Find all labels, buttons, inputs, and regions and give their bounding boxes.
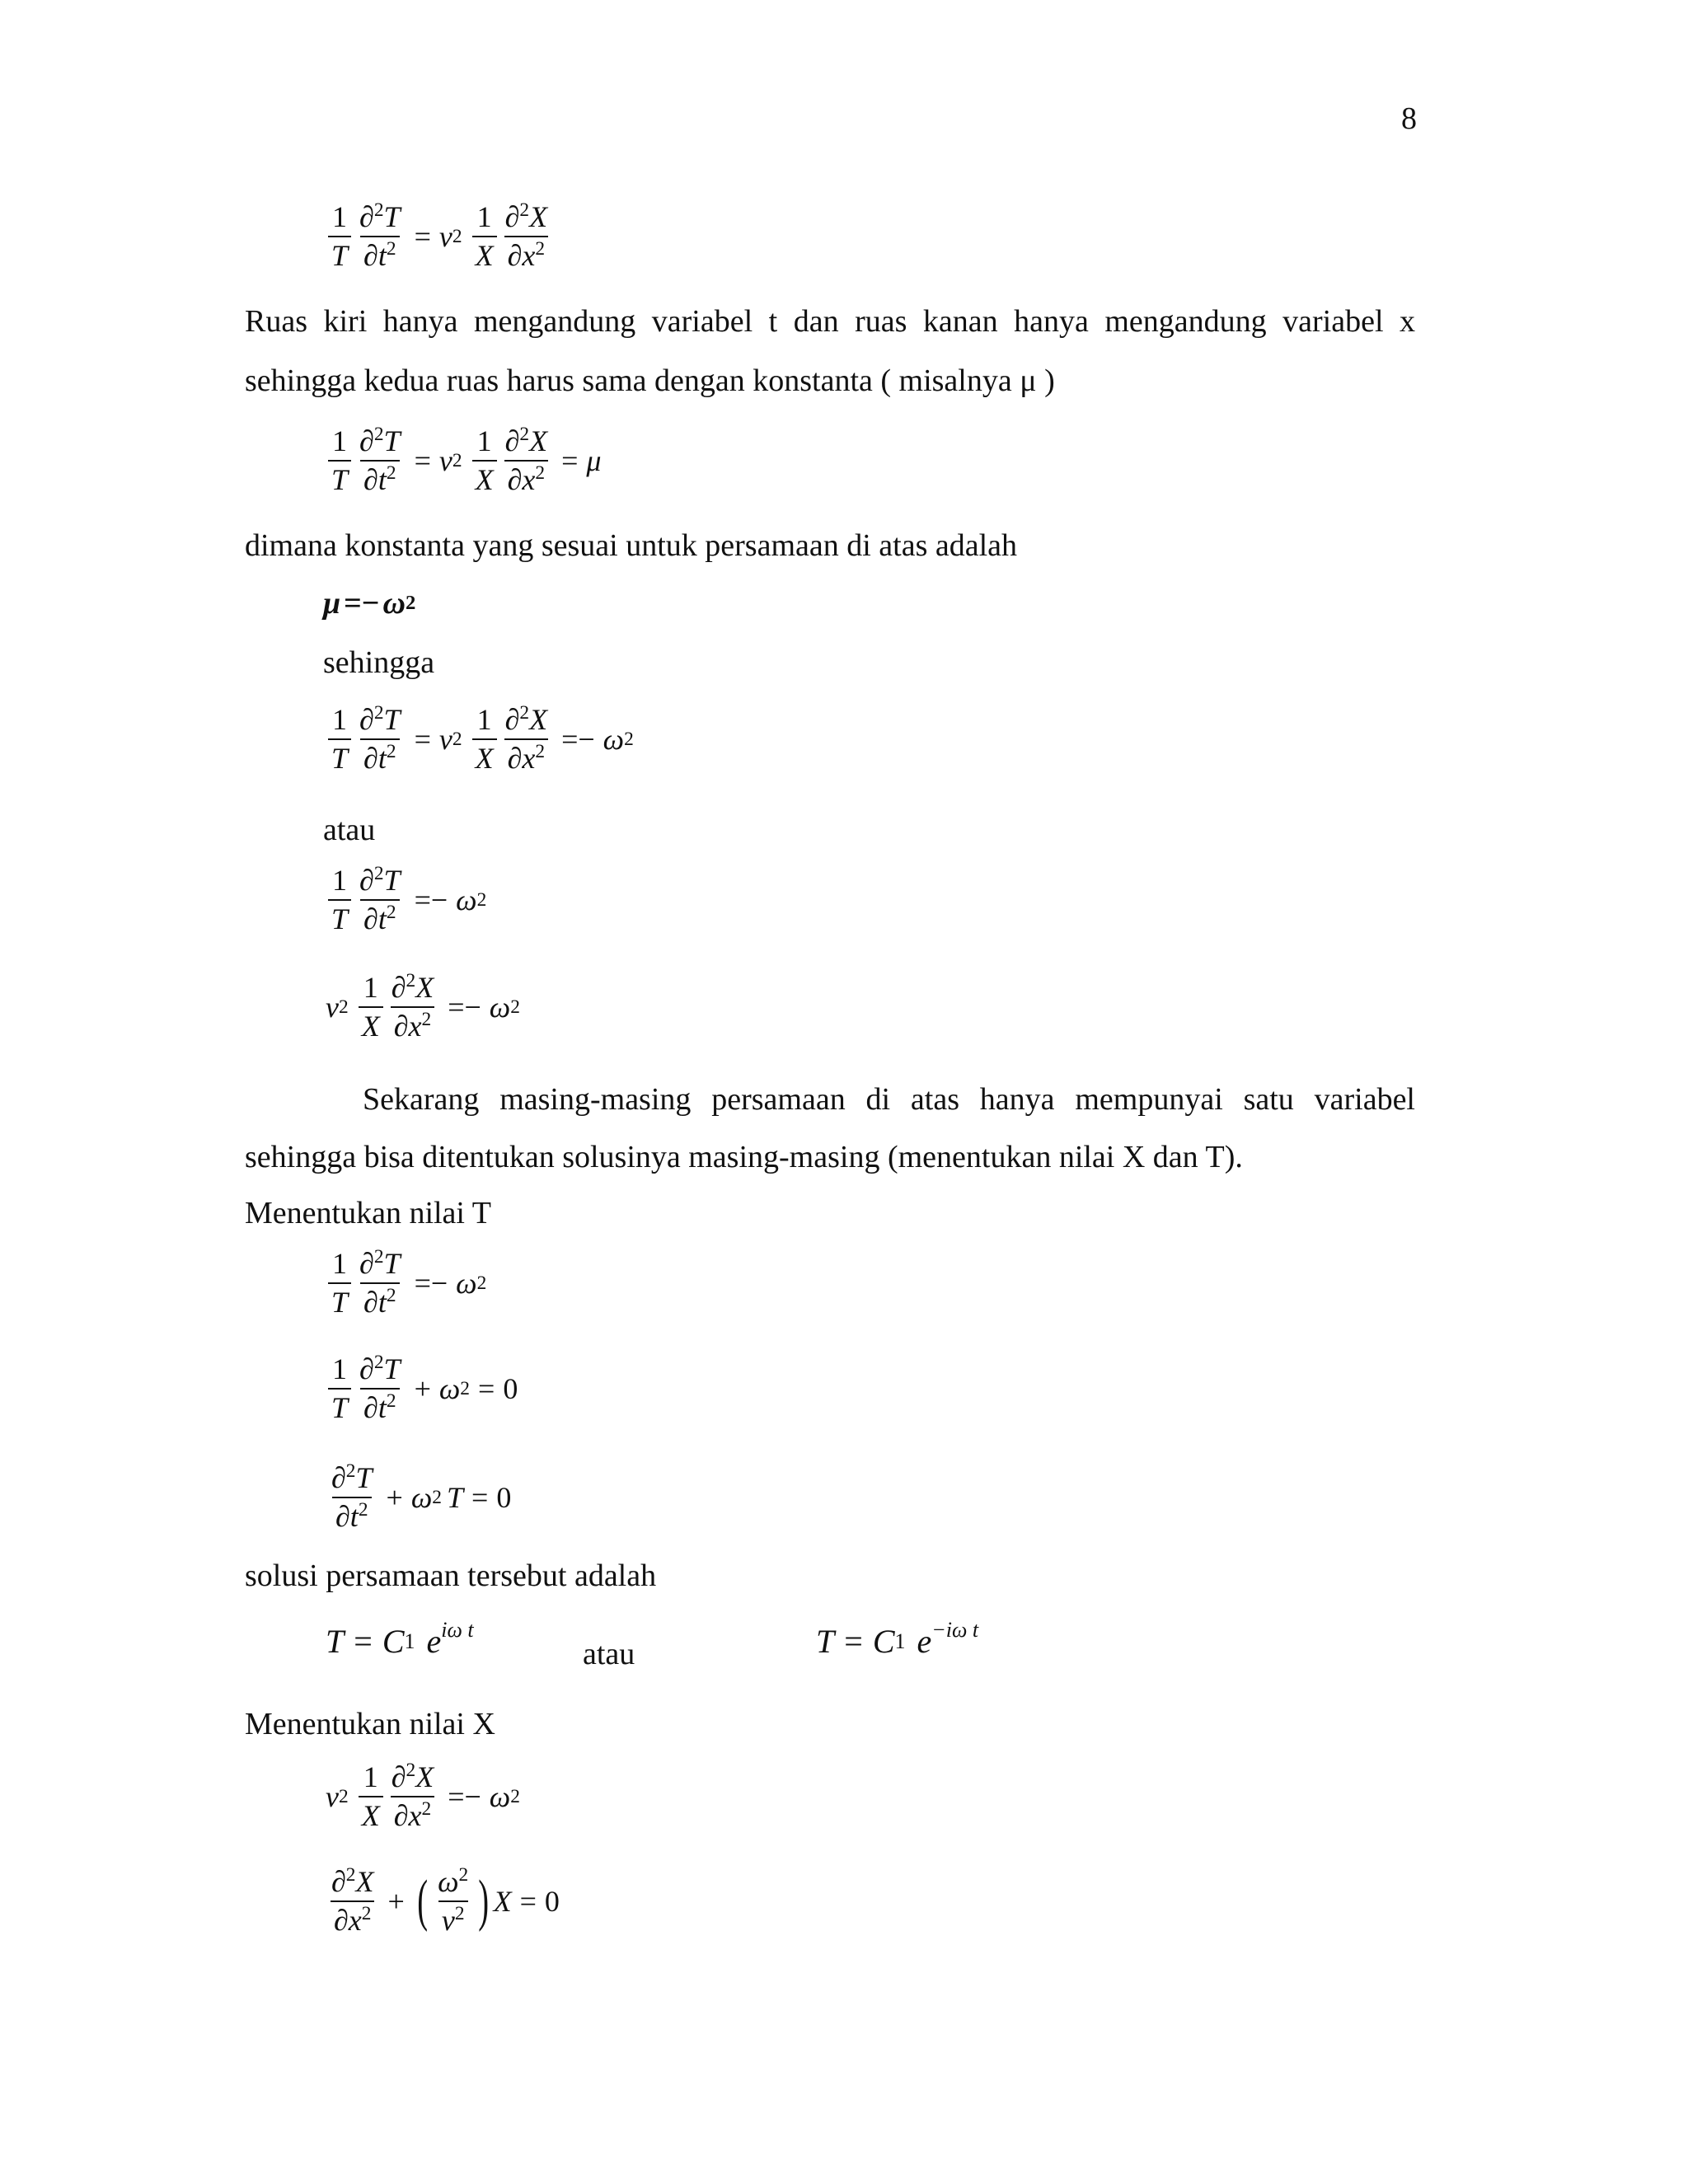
equation-T-2: $\frac{1}{T}$ $\frac{\partial^2T}{\partial t^2}$ + ω 2 = 0 [326, 1354, 518, 1424]
solution-T-negative: T = C 1 e $^{-i\omega t}$ [816, 1617, 979, 1660]
heading-menentukan-X: Menentukan nilai X [245, 1707, 495, 1741]
equation-omega-constant: $\frac{1}{T}$ $\frac{\partial^2T}{\partial t^2}$ = v 2 $\frac{1}{X}$ $\frac{\partial^2X}{\partial x^2}$ =− ω 2 [326, 705, 634, 775]
paragraph-4: solusi persamaan tersebut adalah [245, 1558, 657, 1593]
equation-T-part: $\frac{1}{T}$ $\frac{\partial^2T}{\partial t^2}$ =− ω 2 [326, 865, 486, 935]
equation-X-2: $\frac{\partial^2X}{\partial x^2}$ + ( $\frac{\omega^2}{v^2}$ ) X = 0 [331, 1864, 560, 1937]
equation-constant-mu: $\frac{1}{T}$ $\frac{\partial^2T}{\partial t^2}$ = v 2 $\frac{1}{X}$ $\frac{\partial^2X}{\partial x^2}$ = μ [326, 426, 601, 496]
word-sehingga: sehingga [323, 645, 435, 680]
solution-T-positive: T = C 1 e $^{i\omega t}$ [326, 1617, 474, 1660]
paragraph-1-line-1: Ruas kiri hanya mengandung variabel t dan ruas kanan hanya mengandung variabel x [245, 304, 1415, 339]
word-atau-solutions: atau [583, 1637, 635, 1671]
word-atau: atau [323, 813, 376, 847]
heading-menentukan-T: Menentukan nilai T [245, 1196, 492, 1230]
equation-separation: $\frac{1}{T}$ $\frac{\partial^2T}{\partial t^2}$ = v 2 $\frac{1}{X}$ $\frac{\partial^2X}{\partial x^2}$ [326, 202, 553, 272]
paragraph-3-line-2: sehingga bisa ditentukan solusinya masing-masing (menentukan nilai X dan T). [245, 1140, 1243, 1174]
equation-X-part: v 2 $\frac{1}{X}$ $\frac{\partial^2X}{\partial x^2}$ =− ω 2 [326, 970, 520, 1043]
equation-T-3: $\frac{\partial^2T}{\partial t^2}$ + ω 2 T = 0 [331, 1460, 512, 1533]
equation-T-1: $\frac{1}{T}$ $\frac{\partial^2T}{\partial t^2}$ =− ω 2 [326, 1249, 486, 1319]
paragraph-2: dimana konstanta yang sesuai untuk persamaan di atas adalah [245, 528, 1018, 563]
paragraph-3-line-1: Sekarang masing-masing persamaan di atas hanya mempunyai satu variabel [363, 1082, 1415, 1117]
page-number: 8 [1401, 101, 1417, 136]
equation-X-1: v 2 $\frac{1}{X}$ $\frac{\partial^2X}{\partial x^2}$ =− ω 2 [326, 1760, 520, 1832]
equation-mu-omega: μ =− ω 2 [323, 586, 416, 621]
paragraph-1-line-2: sehingga kedua ruas harus sama dengan konstanta ( misalnya μ ) [245, 363, 1055, 398]
